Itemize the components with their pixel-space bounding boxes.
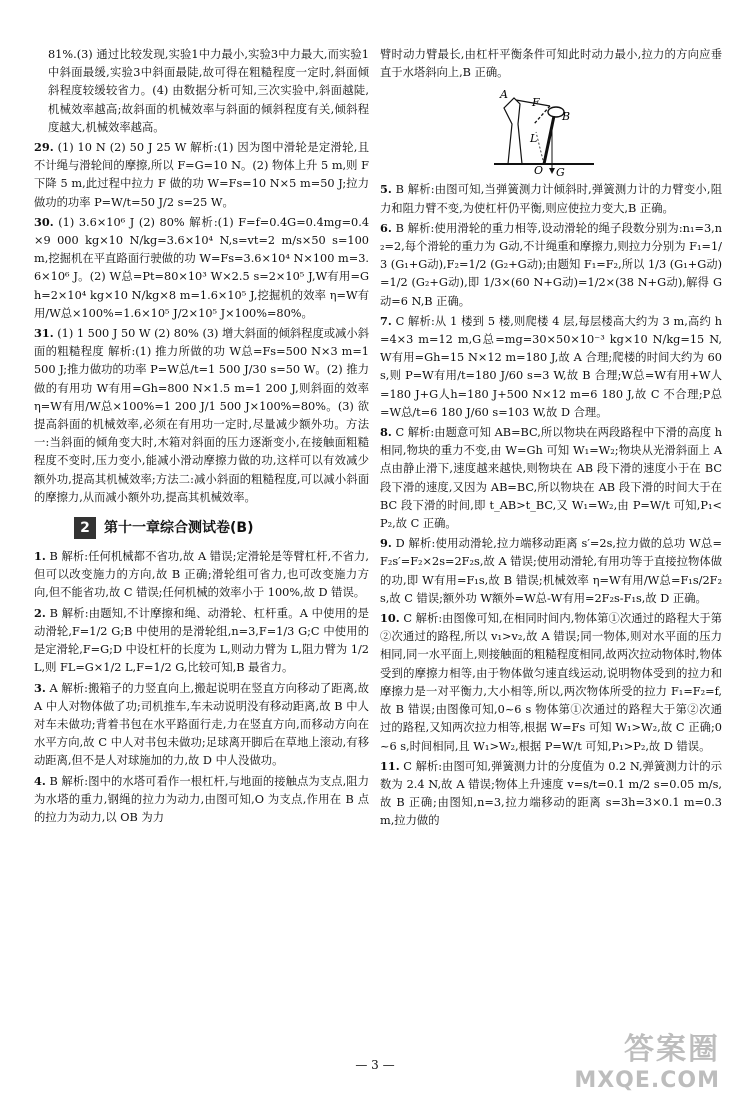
water-tower-lever-diagram	[490, 84, 602, 176]
answer-b3-number: 3.	[34, 680, 46, 695]
answer-b9-text: D 解析:使用动滑轮,拉力端移动距离 s′=2s,拉力做的总功 W总=F₂s′=F₂×2s=2F₂s,故 A 错误;使用动滑轮,有用功等于直接拉物体做的功,即 W有用=F₁s,故 B 错误;机械效率 η=W有用/W总=F₁s/2F₂s,故 C 错误;额外功 W额外=W总-W有用=2F₂s-F₁s,故 D 正确。	[380, 537, 722, 605]
page-number: — 3 —	[355, 1058, 395, 1072]
answer-b9	[380, 534, 722, 608]
answer-b11-text: C 解析:由图可知,弹簧测力计的分度值为 0.2 N,弹簧测力计的示数为 2.4 N,故 A 错误;物体上升速度 v=s/t=0.1 m/2 s=0.05 m/s,故 B 正确;由图知,n=3,拉力端移动的距离 s=3h=3×0.1 m=0.3 m,拉力做的	[380, 759, 722, 828]
section-number-badge: 2	[74, 517, 96, 539]
answer-b6-number: 6.	[380, 220, 392, 235]
answer-b4-number: 4.	[34, 773, 46, 788]
answer-b8-text: C 解析:由题意可知 AB=BC,所以物块在两段路程中下滑的高度 h 相同,物块的重力不变,由 W=Gh 可知 W₁=W₂;物块从光滑斜面上 A 点由静止滑下,速度越来越快,则物块在 AB 段下滑的速度小于在 BC 段下滑的速度,又因为 AB=BC,所以物块在 AB 段下滑的时间大于在 BC 段下滑的时间,即 t_AB>t_BC,又 W₁=W₂,由 P=W/t 可知,P₁<P₂,故 C 正确。	[380, 426, 722, 531]
answer-b4	[34, 772, 369, 828]
answer-b5-number: 5.	[380, 182, 392, 197]
answer-b10	[380, 609, 722, 756]
label-l: L	[530, 132, 538, 146]
answer-b2-text: B 解析:由题知,不计摩擦和绳、动滑轮、杠杆重。A 中使用的是动滑轮,F=1/2 G;B 中使用的是滑轮组,n=3,F=1/3 G;C 中使用的是定滑轮,F=G;D 中设杠杆的长度为 L,则动力臂为 L,阻力臂为 1/2 L,则 FL=G×1/2 L,F=1/2 G,比较可知,B 最省力。	[34, 606, 370, 675]
gravity-arrow-head	[549, 168, 555, 174]
answer-29-text: (1) 10 N (2) 50 J 25 W 解析:(1) 因为图中滑轮是定滑轮,且不计绳与滑轮间的摩擦,所以 F=G=10 N。(2) 物体上升 5 m,则 F 下降 5 m,此过程中拉力 F 做的功 W=Fs=10 N×5 m=50 J;拉力做功的功率 P=W/t=50 J/2 s=25 W。	[34, 141, 370, 209]
answer-30-number: 30.	[34, 214, 54, 229]
answer-b6	[380, 219, 722, 311]
left-column	[34, 46, 369, 828]
answer-b1-number: 1.	[34, 549, 46, 564]
answer-31-number: 31.	[34, 326, 54, 341]
answer-29	[34, 138, 369, 212]
answer-b1-text: B 解析:任何机械都不省功,故 A 错误;定滑轮是等臂杠杆,不省力,但可以改变施力的方向,故 B 正确;滑轮组可省力,也可改变施力方向,但不能省功,故 C 错误;任何机械的效率小于 100%,故 D 错误。	[34, 550, 369, 600]
answer-b11	[380, 757, 722, 831]
answer-b10-text: C 解析:由图像可知,在相同时间内,物体第①次通过的路程大于第②次通过的路程,所以 v₁>v₂,故 A 错误;同一物体,则对水平面的压力相同,同一水平面上,则接触面的粗糙程度相同,故两次拉动物体时,物体受到的摩擦力相等,由于物体做匀速直线运动,说明物体受到的拉力和摩擦力是一对平衡力,大小相等,所以,两次物体所受的拉力 F₁=F₂=f,故 B 错误;由图像可知,0~6 s 物体第①次通过的路程大于第②次通过的路程,又知两次拉力相等,根据 W=Fs 可知 W₁>W₂,故 C 正确;0~6 s,时间相同,且 W₁>W₂,根据 P=W/t 可知,P₁>P₂,故 D 错误。	[380, 612, 722, 753]
watermark-line-1: 答案圈	[624, 1032, 720, 1067]
answer-b7-text: C 解析:从 1 楼到 5 楼,则爬楼 4 层,每层楼高大约为 3 m,高约 h=4×3 m=12 m,G总=mg=30×50×10⁻³ kg×10 N/kg=15 N,W有用=Gh=15 N×12 m=180 J,故 A 合理;爬楼的时间大约为 60 s,则 P=W有用/t=180 J/60 s=3 W,故 B 合理;W总=W有用+W人=180 J+G人h=180 J+500 N×12 m=6 180 J,故 C 不合理;P总=W总/t=6 180 J/60 s=103 W,故 D 合理。	[380, 314, 723, 419]
answer-b4-continuation: 臂时动力臂最长,由杠杆平衡条件可知此时动力最小,拉力的方向应垂直于水塔斜向上,B 正确。	[380, 48, 722, 80]
answer-b1	[34, 547, 369, 603]
answer-b10-number: 10.	[380, 611, 400, 626]
answer-30-text: (1) 3.6×10⁶ J (2) 80% 解析:(1) F=f=0.4G=0.4mg=0.4×9 000 kg×10 N/kg=3.6×10⁴ N,s=vt=2 m/s×50 s=100 m,挖掘机在平直路面行驶做的功 W=Fs=3.6×10⁴ N×100 m=3.6×10⁶ J。(2) W总=Pt=80×10³ W×2.5 s=2×10⁵ J,W有用=Gh=2×10⁴ kg×10 N/kg×8 m=1.6×10⁵ J,挖掘机的效率 η=W有用/W总×100%=1.6×10⁵ J/2×10⁵ J×100%=80%。	[34, 215, 370, 320]
answer-b5-text: B 解析:由图可知,当弹簧测力计倾斜时,弹簧测力计的力臂变小,阻力和阻力臂不变,为使杠杆仍平衡,则应使拉力变大,B 正确。	[380, 183, 723, 215]
answer-b11-number: 11.	[380, 758, 400, 773]
section-heading	[74, 517, 369, 539]
answer-b2	[34, 604, 369, 678]
answer-b7	[380, 312, 722, 422]
hill-shape	[504, 98, 522, 164]
answer-b6-text: B 解析:使用滑轮的重力相等,设动滑轮的绳子段数分别为:n₁=3,n₂=2,每个滑轮的重力为 G动,不计绳重和摩擦力,则拉力分别为 F₁=1/3 (G₁+G动),F₂=1/2 (G₂+G动);由题知 F₁=F₂,所以 1/3 (G₁+G动)=1/2 (G₂+G动),即 1/3×(60 N+G动)=1/2×(38 N+G动),解得 G动=6 N,B 正确。	[380, 221, 722, 308]
right-column	[380, 46, 722, 832]
answer-b4-text: B 解析:图中的水塔可看作一根杠杆,与地面的接触点为支点,阻力为水塔的重力,钢绳的拉力为动力,由图可知,O 为支点,作用在 B 点的拉力为动力,以 OB 为力	[34, 774, 370, 824]
answer-b8-number: 8.	[380, 425, 392, 440]
answer-b9-number: 9.	[380, 536, 392, 551]
label-a: A	[500, 88, 508, 102]
label-o: O	[534, 164, 544, 177]
label-f: F	[532, 96, 540, 110]
answer-31	[34, 324, 369, 507]
watermark-logo	[574, 1024, 720, 1093]
answer-29-number: 29.	[34, 140, 54, 155]
answer-b2-number: 2.	[34, 605, 46, 620]
answer-b5	[380, 180, 722, 217]
label-b: B	[562, 110, 571, 124]
q28-continuation: 81%.(3) 通过比较发现,实验1中力最小,实验3中力最大,而实验1中斜面最缓,实验3中斜面最陡,故可得在粗糙程度一定时,斜面倾斜程度较缓较省力。(4) 由数据分析可知,三次实验中,斜面越陡,机械效率越高;故斜面的机械效率与斜面的倾斜程度有关,倾斜程度越大,机械效率越高。	[48, 48, 369, 134]
answer-30	[34, 213, 369, 323]
answer-b7-number: 7.	[380, 313, 392, 328]
label-g: G	[556, 166, 565, 177]
answer-b3-text: A 解析:搬箱子的力竖直向上,搬起说明在竖直方向移动了距离,故 A 中人对物体做了功;司机推车,车未动说明没有移动距离,故 B 中人对车未做功;背着书包在水平路面行走,力在竖直方向,而移动方向在水平方向,故 C 中人对书包未做功;足球离开脚后在草地上滚动,有移动距离,但不是人对球施加的力,故 D 中人没做功。	[34, 681, 369, 768]
answer-31-text: (1) 1 500 J 50 W (2) 80% (3) 增大斜面的倾斜程度或减小斜面的粗糙程度 解析:(1) 推力所做的功 W总=Fs=500 N×3 m=1 500 J;推力做功的功率 P=W总/t=1 500 J/30 s=50 W。(2) 推力做的有用功 W有用=Gh=800 N×1.5 m=1 200 J,则斜面的效率 η=W有用/W总×100%=1 200 J/1 500 J×100%=80%。(3) 欲提高斜面的机械效率,必须在有用功一定时,尽量减少额外功。方法一:当斜面的倾角变大时,木箱对斜面的压力逐渐变小,在接触面粗糙程度不变时,压力变小,能减小滑动摩擦力做的功,这样可以有效减少额外功,提高其机械效率;方法二:减小斜面的粗糙程度,可以减小斜面的摩擦力,从而减小额外功,提高其机械效率。	[34, 327, 370, 504]
watermark-line-2: MXQE.COM	[574, 1068, 720, 1093]
answer-b3	[34, 679, 369, 771]
section-title: 第十一章综合测试卷(B)	[104, 519, 254, 536]
answer-b8	[380, 423, 722, 533]
